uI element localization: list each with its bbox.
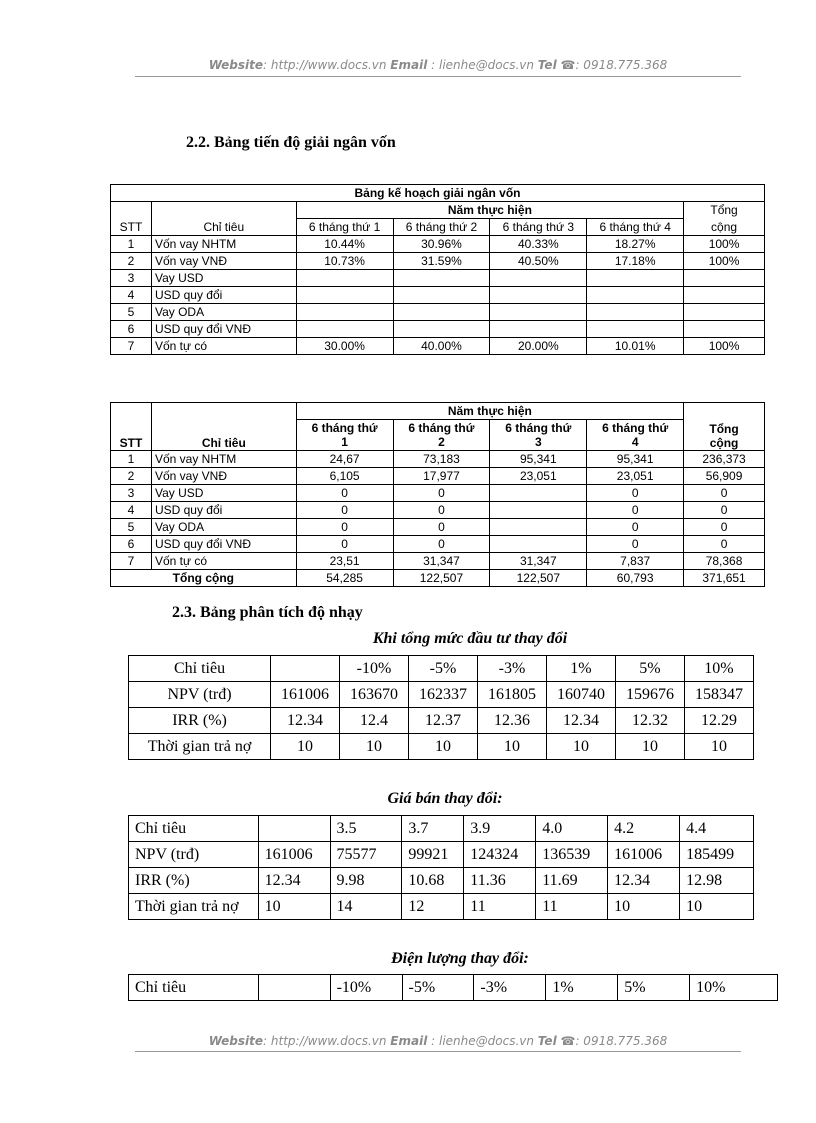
cell-stt: 2 <box>111 253 152 270</box>
cell-name: Vay ODA <box>151 518 296 535</box>
cell: 12.36 <box>477 708 546 734</box>
cell-value <box>393 287 490 304</box>
cell: 10 <box>477 734 546 760</box>
period-number: 4 <box>631 434 639 449</box>
cell-value <box>296 304 393 321</box>
cell: IRR (%) <box>129 868 259 894</box>
cell: 10% <box>690 975 778 1001</box>
cell: 4.0 <box>536 816 608 842</box>
cell-value <box>490 501 587 518</box>
table-row <box>111 450 765 467</box>
cell-value <box>490 518 587 535</box>
table-row <box>111 253 765 270</box>
cell-value: 122,507 <box>393 569 490 586</box>
cell: 161805 <box>477 682 546 708</box>
cell: 11 <box>464 894 536 920</box>
cell-name: Vốn vay NHTM <box>151 236 296 253</box>
cell-value: 31,347 <box>490 552 587 569</box>
cell-total: 100% <box>684 236 765 253</box>
cell-value <box>296 321 393 338</box>
sensitivity-output-table <box>128 974 778 1001</box>
period-number: 2 <box>438 434 445 449</box>
cell: 12.34 <box>271 708 340 734</box>
period-label: 6 tháng thứ <box>505 420 572 435</box>
cell-value: 20.00% <box>490 338 587 355</box>
footer-tel-value: ☎: 0918.775.368 <box>556 1034 668 1048</box>
cell: 3.5 <box>330 816 402 842</box>
cell-value: 10.01% <box>587 338 684 355</box>
cell-value <box>587 321 684 338</box>
cell: 10 <box>615 734 684 760</box>
cell: Chỉ tiêu <box>129 656 271 682</box>
cell-total: 100% <box>684 338 765 355</box>
cell: NPV (trđ) <box>129 842 259 868</box>
cell-stt: 3 <box>111 484 152 501</box>
cell: 12.34 <box>608 868 680 894</box>
cell-value <box>490 321 587 338</box>
table1-group-header: Năm thực hiện <box>296 202 683 219</box>
header-rule <box>135 76 741 77</box>
cell-value: 0 <box>296 501 393 518</box>
cell: 10% <box>684 656 753 682</box>
footer-rule <box>135 1051 741 1052</box>
cell-name: Vốn tự có <box>151 338 296 355</box>
cell-total <box>684 304 765 321</box>
cell-name: USD quy đổi <box>151 501 296 518</box>
cell: 136539 <box>536 842 608 868</box>
header-website-value: : http://www.docs.vn <box>263 58 391 72</box>
cell: 3.9 <box>464 816 536 842</box>
footer-website-label: Website <box>208 1034 264 1048</box>
table1-total-label-2: cộng <box>684 219 765 236</box>
period-label: 6 tháng thứ <box>602 420 669 435</box>
period-label: 6 tháng thứ <box>408 420 475 435</box>
cell-value <box>587 287 684 304</box>
cell: 159676 <box>615 682 684 708</box>
cell-name: USD quy đổi <box>151 287 296 304</box>
cell: Chỉ tiêu <box>129 816 259 842</box>
table1-col-stt: STT <box>111 219 152 236</box>
table1-title: Bảng kế hoạch giải ngân vốn <box>111 185 765 202</box>
cell-stt: 4 <box>111 501 152 518</box>
cell-value: 95,341 <box>587 450 684 467</box>
cell-value: 0 <box>296 535 393 552</box>
cell-value: 10.44% <box>296 236 393 253</box>
cell-stt: 1 <box>111 236 152 253</box>
cell-stt: 4 <box>111 287 152 304</box>
cell: 4.4 <box>680 816 754 842</box>
cell: 3.7 <box>402 816 464 842</box>
cell-stt: 2 <box>111 467 152 484</box>
cell-value: 54,285 <box>296 569 393 586</box>
cell: 10 <box>680 894 754 920</box>
table-row <box>129 842 754 868</box>
cell: 12.29 <box>684 708 753 734</box>
header-tel-label: Tel <box>537 58 557 72</box>
cell-value <box>490 535 587 552</box>
cell-total: 0 <box>684 535 765 552</box>
disbursement-plan-percent-table <box>110 184 765 355</box>
cell-value <box>393 270 490 287</box>
table-row <box>111 484 765 501</box>
cell: 11 <box>536 894 608 920</box>
cell-total: 0 <box>684 501 765 518</box>
cell: 14 <box>330 894 402 920</box>
cell: Thời gian trả nợ <box>129 894 259 920</box>
table2-col-stt: STT <box>111 420 152 451</box>
table-row <box>129 734 754 760</box>
table-row <box>111 304 765 321</box>
total-label-1: Tổng <box>709 421 739 436</box>
footer-tel-label: Tel <box>537 1034 557 1048</box>
cell <box>258 816 330 842</box>
cell-stt: 1 <box>111 450 152 467</box>
cell: Chỉ tiêu <box>129 975 259 1001</box>
table1-total-label-1: Tổng <box>684 202 765 219</box>
table-row <box>111 321 765 338</box>
table-row <box>111 287 765 304</box>
cell <box>258 975 330 1001</box>
cell: -3% <box>474 975 546 1001</box>
page-footer <box>135 1034 741 1048</box>
cell-stt: 5 <box>111 304 152 321</box>
section-2-2-heading: 2.2. Bảng tiến độ giải ngân vốn <box>186 134 396 151</box>
sensitivity-investment-table <box>128 655 754 760</box>
cell-name: Vay ODA <box>151 304 296 321</box>
cell: 160740 <box>546 682 615 708</box>
cell-value <box>490 287 587 304</box>
total-label-2: cộng <box>709 435 739 450</box>
table-row <box>111 552 765 569</box>
cell-total: 0 <box>684 484 765 501</box>
cell-value: 17,977 <box>393 467 490 484</box>
cell-value <box>490 304 587 321</box>
cell: 10 <box>608 894 680 920</box>
table-row <box>129 894 754 920</box>
cell-stt: 6 <box>111 321 152 338</box>
cell-value: 40.50% <box>490 253 587 270</box>
cell-stt: 6 <box>111 535 152 552</box>
cell: 5% <box>618 975 690 1001</box>
cell-value: 0 <box>393 484 490 501</box>
sens1-caption: Khi tổng mức đầu tư thay đổi <box>372 630 568 647</box>
cell-value: 40.00% <box>393 338 490 355</box>
table-header-row <box>129 975 778 1001</box>
cell: 12.98 <box>680 868 754 894</box>
cell: 161006 <box>608 842 680 868</box>
table2-period-2 <box>393 420 490 451</box>
table1-period-3: 6 tháng thứ 3 <box>490 219 587 236</box>
cell-value: 40.33% <box>490 236 587 253</box>
period-label: 6 tháng thứ <box>311 420 378 435</box>
cell: 10 <box>409 734 478 760</box>
cell-value <box>587 270 684 287</box>
cell-total <box>684 287 765 304</box>
cell-total: 0 <box>684 518 765 535</box>
period-number: 3 <box>534 434 542 449</box>
cell: 161006 <box>258 842 330 868</box>
cell: 124324 <box>464 842 536 868</box>
cell: -5% <box>402 975 474 1001</box>
table2-period-3 <box>490 420 587 451</box>
cell: -5% <box>409 656 478 682</box>
cell-total <box>684 321 765 338</box>
cell-value: 30.96% <box>393 236 490 253</box>
table-row <box>111 270 765 287</box>
cell: 161006 <box>271 682 340 708</box>
cell: 11.36 <box>464 868 536 894</box>
cell: 1% <box>546 656 615 682</box>
cell: 162337 <box>409 682 478 708</box>
cell-value <box>296 270 393 287</box>
cell-value <box>393 304 490 321</box>
cell-total: 371,651 <box>684 569 765 586</box>
sens3-caption: Điện lượng thay đổi: <box>391 950 529 967</box>
cell-name: USD quy đổi VNĐ <box>151 535 296 552</box>
cell: 12.4 <box>340 708 409 734</box>
cell: Thời gian trả nợ <box>129 734 271 760</box>
table-row <box>111 467 765 484</box>
cell: 10 <box>258 894 330 920</box>
cell-value: 0 <box>393 518 490 535</box>
cell: 10 <box>546 734 615 760</box>
page-header <box>135 58 741 72</box>
cell-value: 0 <box>587 518 684 535</box>
footer-email-label: Email <box>390 1034 428 1048</box>
cell-value: 0 <box>296 484 393 501</box>
cell <box>271 656 340 682</box>
period-number: 1 <box>341 434 348 449</box>
cell: 10 <box>271 734 340 760</box>
cell: 10 <box>684 734 753 760</box>
cell-total: 100% <box>684 253 765 270</box>
cell-sum-label: Tổng cộng <box>111 569 297 586</box>
cell: IRR (%) <box>129 708 271 734</box>
cell: 9.98 <box>330 868 402 894</box>
cell: 163670 <box>340 682 409 708</box>
footer-website-value: : http://www.docs.vn <box>263 1034 391 1048</box>
cell: NPV (trđ) <box>129 682 271 708</box>
cell-value: 23,051 <box>490 467 587 484</box>
cell-value: 30.00% <box>296 338 393 355</box>
cell-value: 0 <box>393 501 490 518</box>
cell-value: 18.27% <box>587 236 684 253</box>
cell: -3% <box>477 656 546 682</box>
cell-value: 0 <box>587 484 684 501</box>
cell-value: 17.18% <box>587 253 684 270</box>
cell-name: Vay USD <box>151 484 296 501</box>
footer-email-value: : lienhe@docs.vn <box>427 1034 538 1048</box>
table-row <box>111 535 765 552</box>
table-header-row <box>129 656 754 682</box>
cell-value: 10.73% <box>296 253 393 270</box>
cell-value <box>490 484 587 501</box>
header-website-label: Website <box>208 58 264 72</box>
cell: 10.68 <box>402 868 464 894</box>
cell: 75577 <box>330 842 402 868</box>
cell-value: 0 <box>296 518 393 535</box>
table1-period-2: 6 tháng thứ 2 <box>393 219 490 236</box>
cell-name: Vốn vay VNĐ <box>151 467 296 484</box>
cell-value <box>296 287 393 304</box>
cell-name: Vốn vay VNĐ <box>151 253 296 270</box>
table1-period-4: 6 tháng thứ 4 <box>587 219 684 236</box>
cell: 10 <box>340 734 409 760</box>
cell-value: 73,183 <box>393 450 490 467</box>
header-email-value: : lienhe@docs.vn <box>427 58 538 72</box>
cell-value <box>490 270 587 287</box>
cell-stt: 5 <box>111 518 152 535</box>
cell-total <box>684 270 765 287</box>
header-email-label: Email <box>390 58 428 72</box>
cell: 12 <box>402 894 464 920</box>
cell: 12.34 <box>258 868 330 894</box>
sensitivity-price-table <box>128 815 754 920</box>
cell: -10% <box>340 656 409 682</box>
cell-value: 95,341 <box>490 450 587 467</box>
cell: 99921 <box>402 842 464 868</box>
cell-value: 6,105 <box>296 467 393 484</box>
cell-stt: 7 <box>111 338 152 355</box>
table2-period-4 <box>587 420 684 451</box>
cell-total: 56,909 <box>684 467 765 484</box>
table-row <box>129 868 754 894</box>
cell-value: 23,051 <box>587 467 684 484</box>
cell: 1% <box>546 975 618 1001</box>
cell-value: 24,67 <box>296 450 393 467</box>
cell: 5% <box>615 656 684 682</box>
cell-value: 0 <box>587 501 684 518</box>
cell-name: Vốn vay NHTM <box>151 450 296 467</box>
cell-stt: 7 <box>111 552 152 569</box>
table1-period-1: 6 tháng thứ 1 <box>296 219 393 236</box>
disbursement-plan-amount-table <box>110 402 765 587</box>
cell: 4.2 <box>608 816 680 842</box>
cell-value <box>393 321 490 338</box>
cell: 185499 <box>680 842 754 868</box>
table2-total-header <box>684 420 765 451</box>
cell-total: 236,373 <box>684 450 765 467</box>
cell-name: USD quy đổi VNĐ <box>151 321 296 338</box>
cell: 158347 <box>684 682 753 708</box>
cell: -10% <box>330 975 402 1001</box>
section-2-3-heading: 2.3. Bảng phân tích độ nhạy <box>172 604 363 621</box>
table-header-row <box>129 816 754 842</box>
table-row <box>111 236 765 253</box>
cell-name: Vay USD <box>151 270 296 287</box>
cell: 12.37 <box>409 708 478 734</box>
table-row <box>129 708 754 734</box>
header-tel-value: ☎: 0918.775.368 <box>556 58 668 72</box>
table2-group-header: Năm thực hiện <box>296 403 683 420</box>
cell-total: 78,368 <box>684 552 765 569</box>
table-row-total <box>111 569 765 586</box>
table-row <box>111 518 765 535</box>
table-row <box>129 682 754 708</box>
cell-value: 0 <box>393 535 490 552</box>
cell-value: 60,793 <box>587 569 684 586</box>
cell: 12.34 <box>546 708 615 734</box>
table-row <box>111 338 765 355</box>
cell-name: Vốn tự có <box>151 552 296 569</box>
cell-value: 0 <box>587 535 684 552</box>
cell-value: 31,347 <box>393 552 490 569</box>
table2-period-1 <box>296 420 393 451</box>
cell-value: 31.59% <box>393 253 490 270</box>
table1-col-chitieu: Chỉ tiêu <box>151 219 296 236</box>
cell-value: 7,837 <box>587 552 684 569</box>
cell: 12.32 <box>615 708 684 734</box>
cell-value: 122,507 <box>490 569 587 586</box>
table2-col-chitieu: Chỉ tiêu <box>151 420 296 451</box>
sens2-caption: Giá bán thay đổi: <box>387 790 503 807</box>
cell-value <box>587 304 684 321</box>
cell-stt: 3 <box>111 270 152 287</box>
table-row <box>111 501 765 518</box>
cell: 11.69 <box>536 868 608 894</box>
cell-value: 23,51 <box>296 552 393 569</box>
